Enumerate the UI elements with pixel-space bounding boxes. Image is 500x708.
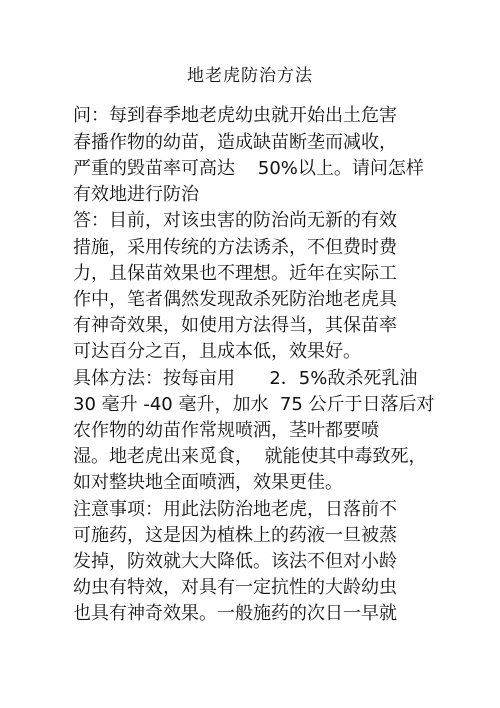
text-line: 有效地进行防治 <box>73 184 199 205</box>
text-line: 注意事项：用此法防治地老虎，日落前不 <box>73 499 397 520</box>
text-line: 作中，笔者偶然发现敌杀死防治地老虎具 <box>73 289 397 310</box>
text-line: 也具有神奇效果。一般施药的次日一早就 <box>73 603 397 624</box>
text-line: 湿。地老虎出来觅食， 就能使其中毒致死， <box>73 446 427 467</box>
text-line: 可达百分之百，且成本低，效果好。 <box>73 341 361 362</box>
text-line: 30 毫升 -40 毫升，加水 75 公斤于日落后对 <box>73 394 435 415</box>
text-line: 严重的毁苗率可高达 50%以上。请问怎样 <box>73 158 424 179</box>
text-line: 春播作物的幼苗，造成缺苗断垄而减收， <box>73 132 397 153</box>
text-line: 农作物的幼苗作常规喷洒，茎叶都要喷 <box>73 420 379 441</box>
text-line: 可施药，这是因为植株上的药液一旦被蒸 <box>73 525 397 546</box>
text-line: 措施，采用传统的方法诱杀，不但费时费 <box>73 237 397 258</box>
text-line: 有神奇效果，如使用方法得当，其保苗率 <box>73 315 397 336</box>
document-title: 地老虎防治方法 <box>187 66 313 86</box>
text-line: 答：目前，对该虫害的防治尚无新的有效 <box>73 210 397 231</box>
text-line: 力，且保苗效果也不理想。近年在实际工 <box>73 263 397 284</box>
text-line: 具体方法：按每亩用 2．5%敌杀死乳油 <box>73 368 418 389</box>
text-line: 问：每到春季地老虎幼虫就开始出土危害 <box>73 105 397 126</box>
text-line: 发掉，防效就大大降低。该法不但对小龄 <box>73 551 397 572</box>
text-line: 幼虫有特效，对具有一定抗性的大龄幼虫 <box>73 577 397 598</box>
text-line: 如对整块地全面喷洒，效果更佳。 <box>73 472 343 493</box>
